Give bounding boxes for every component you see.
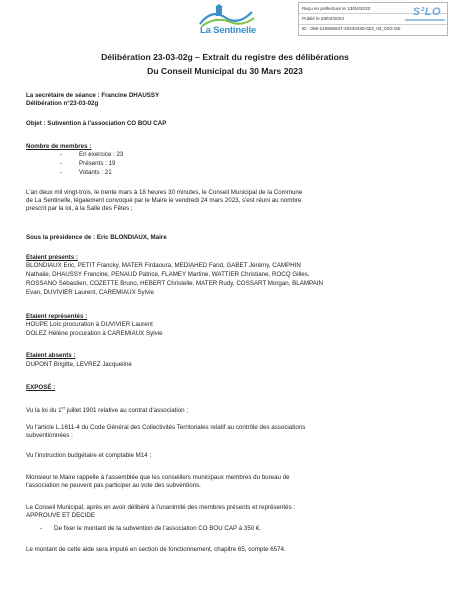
deliberation-number: Délibération n°23-03-02g <box>26 100 99 107</box>
stamp-id: ID : 059-215905647-20230330-023_03_02G-DE <box>302 26 401 32</box>
intro-line: prescrit par la loi, à la Salle des Fêtes ; <box>26 205 133 212</box>
expose-decision: De fixer le montant de la subvention de l'association CO BOU CAP à 350 €. <box>54 525 262 532</box>
members-present: Présents : 19 <box>79 160 116 167</box>
expose-approves: APPROUVE ET DECIDE <box>26 512 95 519</box>
expose-law-1901 <box>26 404 188 416</box>
present-line: Evan, DUVIVIER Laurent, CAREMIAUX Sylvie <box>26 289 154 296</box>
present-line: ROSSANO Sébastien, COZETTE Bruno, HEBERT Christelle, MATER Rudy, COSSART Morgan, BLAMPAIN <box>26 280 323 287</box>
intro-line: de La Sentinelle, légalement convoqué par le Maire le vendredi 24 mars 2023, s'est réuni au nombre <box>26 197 302 204</box>
present-line: Nathalie, DHAUSSY Francine, PENAUD Patrice, FLAMEY Martine, WATTIER Christiane, ROCQ Gilles, <box>26 271 310 278</box>
bullet-icon: - <box>60 151 63 158</box>
members-in-office: En exercice : 23 <box>79 151 124 158</box>
bullet-icon: - <box>40 525 43 532</box>
stamp-swoosh-icon <box>404 19 445 21</box>
expose-law-1901-rest: juillet 1901 relative au contrat d'association ; <box>65 407 189 415</box>
absent-heading: Etaient absents : <box>26 352 76 359</box>
members-voters: Votants : 21 <box>79 169 112 176</box>
expose-instruction: Vu l'instruction budgétaire et comptable M14 ; <box>26 452 152 459</box>
expose-budget: Le montant de cette aide sera imputé en section de fonctionnement, chapitre 65, compte 6574. <box>26 546 286 553</box>
stamp-brand: S²LO <box>412 6 441 18</box>
expose-mayor-line: l'association ne peuvent pas participer au vote des subventions. <box>26 482 201 489</box>
document-title-line2: Du Conseil Municipal du 30 Mars 2023 <box>147 66 303 76</box>
logo-small-text: Ville de <box>226 17 240 22</box>
absent-line: DUPONT Brigitte, LEVREZ Jacqueline <box>26 361 132 368</box>
document-title-line1: Délibération 23-03-02g – Extrait du registre des délibérations <box>101 52 349 62</box>
expose-council-line: Le Conseil Municipal, après en avoir délibéré à l'unanimité des membres présents et représentés : <box>26 504 296 511</box>
present-line: BLONDIAUX Eric, PETIT Francky, MATER Firdaoura, MEDIAHED Farid, GABET Jérémy, CAMPHIN <box>26 262 301 269</box>
logo-name: La Sentinelle <box>199 25 256 36</box>
objet: Objet : Subvention à l'association CO BOU CAP <box>26 120 167 127</box>
secretary: La secrétaire de séance : Francine DHAUSSY <box>26 92 160 99</box>
stamp-published: Publié le 28/04/2023 <box>302 16 344 22</box>
bullet-icon: - <box>60 169 63 176</box>
expose-law-1901-text: Vu la loi du 1 <box>26 407 62 415</box>
present-heading: Etaient présents : <box>26 254 78 261</box>
represented-heading: Etaient représentés : <box>26 313 88 320</box>
expose-law-1901-sup: er <box>61 405 66 410</box>
stamp-received: Reçu en préfecture le 13/04/2023 <box>302 6 371 11</box>
logo <box>190 4 260 40</box>
expose-article-line: Vu l'article L.1611-4 du Code Général des Collectivités Territoriales relatif au contrôle des associations <box>26 424 306 431</box>
expose-mayor-line: Monsieur le Maire rappelle à l'assemblée que les conseillers municipaux membres du bureau de <box>26 474 290 481</box>
presidence: Sous la présidence de : Eric BLONDIAUX, Maire <box>26 234 167 241</box>
intro-line: L'an deux mil vingt-trois, le trente mars à 18 heures 30 minutes, le Conseil Municipal de la Commune <box>26 189 303 196</box>
expose-heading: EXPOSÉ : <box>26 384 56 391</box>
members-heading: Nombre de membres : <box>26 143 92 150</box>
expose-article-line: subventionnées ; <box>26 432 73 439</box>
represented-line: HOUPE Loïc procuration à DUVIVIER Laurent <box>26 321 153 328</box>
bullet-icon: - <box>60 160 63 167</box>
reception-stamp <box>298 2 448 36</box>
represented-line: DOLEZ Hélène procuration à CAREMIAUX Sylvie <box>26 330 163 337</box>
